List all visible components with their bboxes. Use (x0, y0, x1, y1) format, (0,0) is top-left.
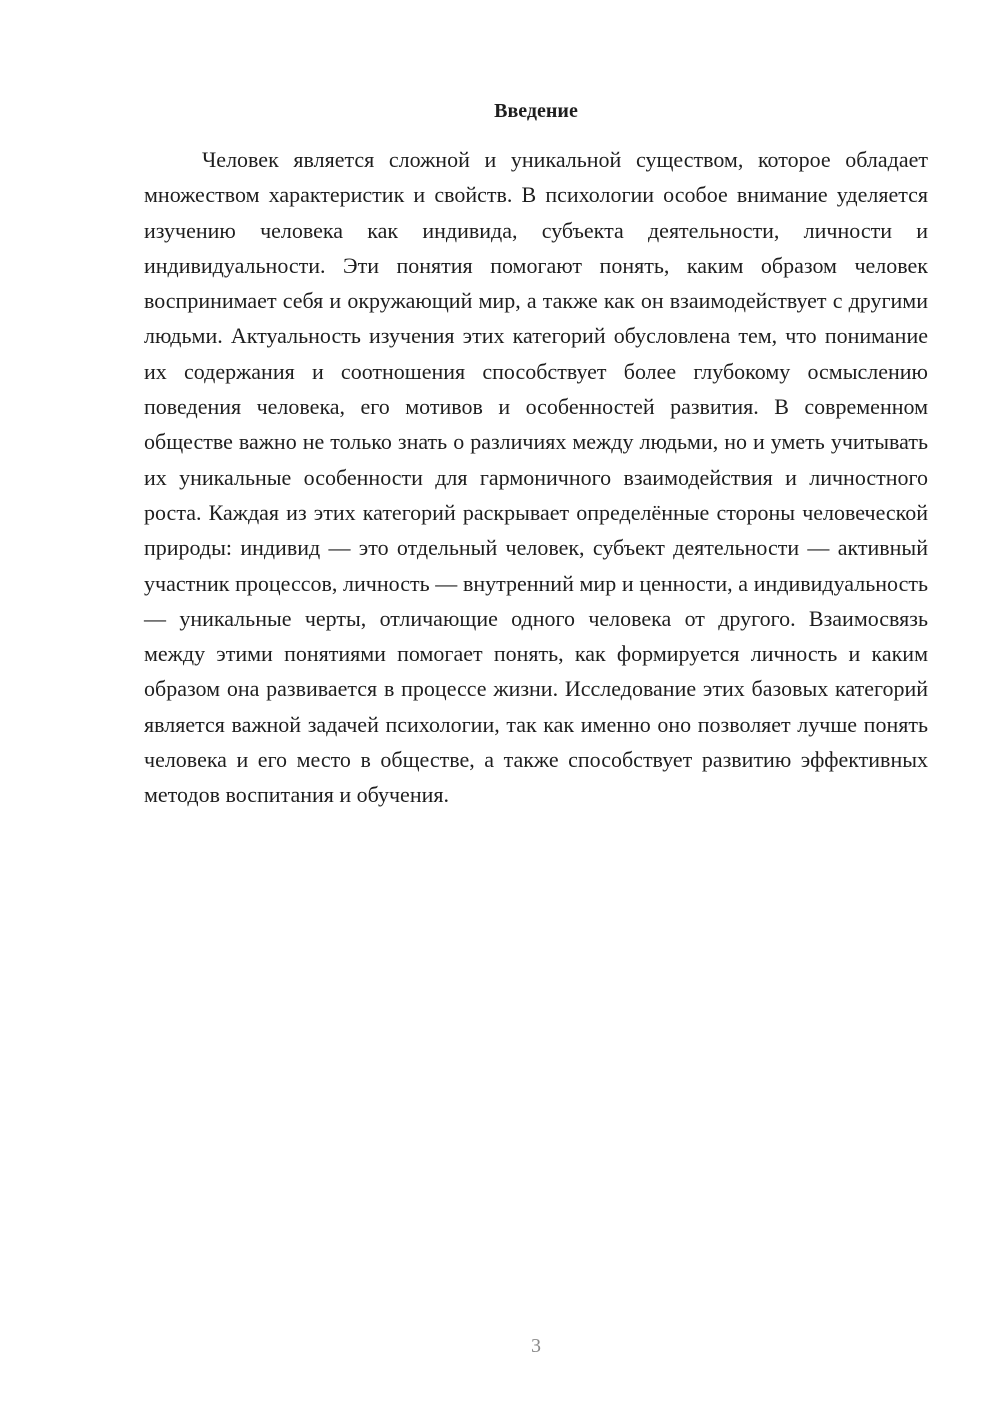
section-heading: Введение (494, 100, 578, 122)
page-number: 3 (531, 1335, 541, 1357)
introduction-paragraph: Человек является сложной и уникальной существом, которое обладает множеством характеристик и свойств. В психологии особое внимание уделяется изучению человека как индивида, субъекта деятельности, личности и индивидуальности. Эти понятия помогают понять, каким образом человек воспринимает себя и окружающий мир, а также как он взаимодействует с другими людьми. Актуальность изучения этих категорий обусловлена тем, что понимание их содержания и соотношения способствует более глубокому осмыслению поведения человека, его мотивов и особенностей развития. В современном обществе важно не только знать о различиях между людьми, но и уметь учитывать их уникальные особенности для гармоничного взаимодействия и личностного роста. Каждая из этих категорий раскрывает определённые стороны человеческой природы: индивид — это отдельный человек, субъект деятельности — активный участник процессов, личность — внутренний мир и ценности, а индивидуальность — уникальные черты, отличающие одного человека от другого. Взаимосвязь между этими понятиями помогает понять, как формируется личность и каким образом она развивается в процессе жизни. Исследование этих базовых категорий является важной задачей психологии, так как именно оно позволяет лучше понять человека и его место в обществе, а также способствует развитию эффективных методов воспитания и обучения. (144, 147, 928, 808)
